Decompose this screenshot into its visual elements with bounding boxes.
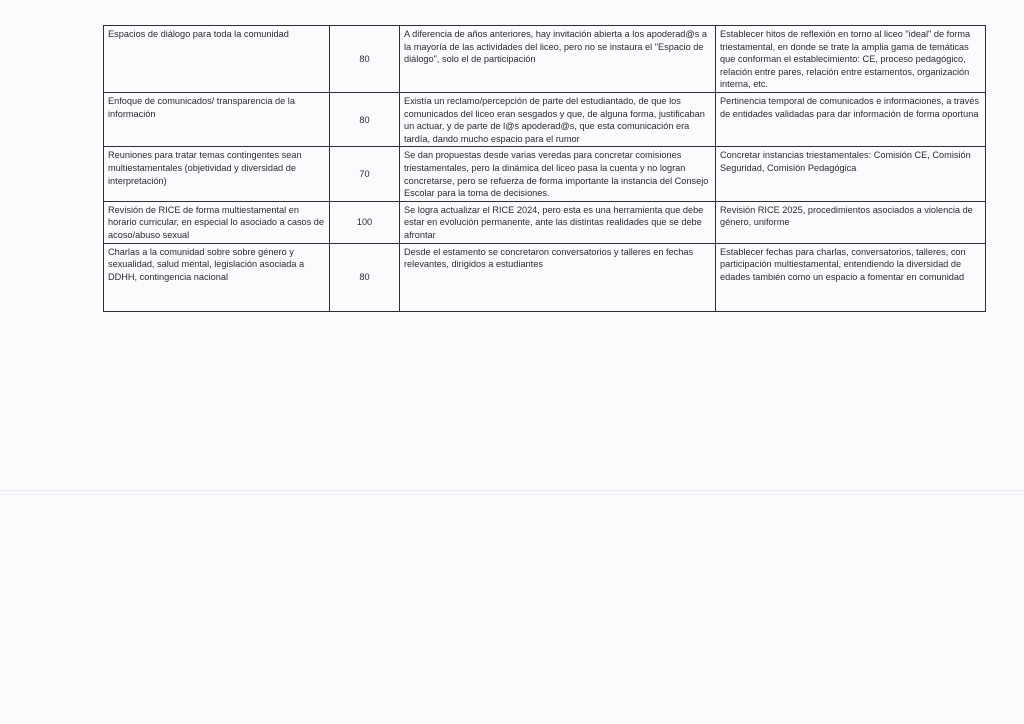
table-row <box>104 147 986 201</box>
topic-text: Espacios de diálogo para toda la comunidad <box>108 29 289 39</box>
topic-cell <box>104 201 330 243</box>
score-value: 100 <box>356 217 373 228</box>
proposal-cell <box>716 243 986 311</box>
proposal-cell <box>716 147 986 201</box>
score-value: 80 <box>359 54 370 65</box>
proposal-text: Concretar instancias triestamentales: Comisión CE, Comisión Seguridad, Comisión Pedagógica <box>720 150 971 173</box>
proposal-text: Establecer fechas para charlas, conversatorios, talleres, con participación multiestamental, entendiendo la diversidad de edades también como un espacio a fomentar en comunidad <box>720 246 966 282</box>
score-cell <box>330 26 400 93</box>
observation-cell <box>400 92 716 146</box>
observation-cell <box>400 201 716 243</box>
score-cell <box>330 147 400 201</box>
observation-cell <box>400 26 716 93</box>
score-value: 70 <box>359 169 370 180</box>
proposal-text: Establecer hitos de reflexión en torno al liceo "ideal" de forma triestamental, en donde se trate la amplia gama de temáticas que conforman el establecimiento: CE, proceso pedagógico, relación entre pares, relación entre estamentos, organización interna, etc. <box>720 29 971 90</box>
proposal-cell <box>716 201 986 243</box>
scan-artifact-line <box>0 490 1024 491</box>
proposal-cell <box>716 26 986 93</box>
score-value: 80 <box>359 114 370 125</box>
topic-text: Revisión de RICE de forma multiestamental en horario curricular, en especial lo asociado a casos de acoso/abuso sexual <box>108 204 325 240</box>
table-row <box>104 243 986 311</box>
topic-text: Enfoque de comunicados/ transparencia de la información <box>108 95 295 119</box>
table-row <box>104 201 986 243</box>
evaluation-table <box>103 25 986 312</box>
topic-text: Charlas a la comunidad sobre sobre género y sexualidad, salud mental, legislación asociada a DDHH, contingencia nacional <box>108 246 305 282</box>
proposal-text: Pertinencia temporal de comunicados e informaciones, a través de entidades validadas para dar información de forma oportuna <box>720 95 979 119</box>
proposal-cell <box>716 92 986 146</box>
score-value: 80 <box>359 272 370 283</box>
topic-cell <box>104 243 330 311</box>
score-cell <box>330 201 400 243</box>
observation-text: Se logra actualizar el RICE 2024, pero esta es una herramienta que debe estar en evolución permanente, ante las distintas realidades que se debe afrontar <box>404 204 704 240</box>
observation-cell <box>400 243 716 311</box>
table-row <box>104 26 986 93</box>
observation-cell <box>400 147 716 201</box>
observation-text: A diferencia de años anteriores, hay invitación abierta a los apoderad@s a la mayoría de las actividades del liceo, pero no se instaura el "Espacio de diálogo", solo el de participación <box>404 29 708 65</box>
score-cell <box>330 92 400 146</box>
observation-text: Existía un reclamo/percepción de parte del estudiantado, de que los comunicados del liceo eran sesgados y que, de alguna forma, justificaban un actuar, y de parte de l@s apoderad@s, que esta comunicación era tardía, dando mucho espacio para el rumor <box>404 95 705 144</box>
topic-cell <box>104 92 330 146</box>
topic-cell <box>104 26 330 93</box>
scan-artifact-line <box>0 494 1024 495</box>
observation-text: Se dan propuestas desde varias veredas para concretar comisiones triestamentales, pero la dinámica del liceo pasa la cuenta y no logran concretarse, pero se refuerza de forma importante la instancia del Consejo Escolar para la toma de decisiones. <box>404 150 709 199</box>
proposal-text: Revisión RICE 2025, procedimientos asociados a violencia de género, uniforme <box>720 204 973 228</box>
observation-text: Desde el estamento se concretaron conversatorios y talleres en fechas relevantes, dirigidos a estudiantes <box>404 246 694 270</box>
topic-cell <box>104 147 330 201</box>
score-cell <box>330 243 400 311</box>
table-row <box>104 92 986 146</box>
topic-text: Reuniones para tratar temas contingentes sean multiestamentales (objetividad y diversidad de interpretación) <box>108 150 302 186</box>
